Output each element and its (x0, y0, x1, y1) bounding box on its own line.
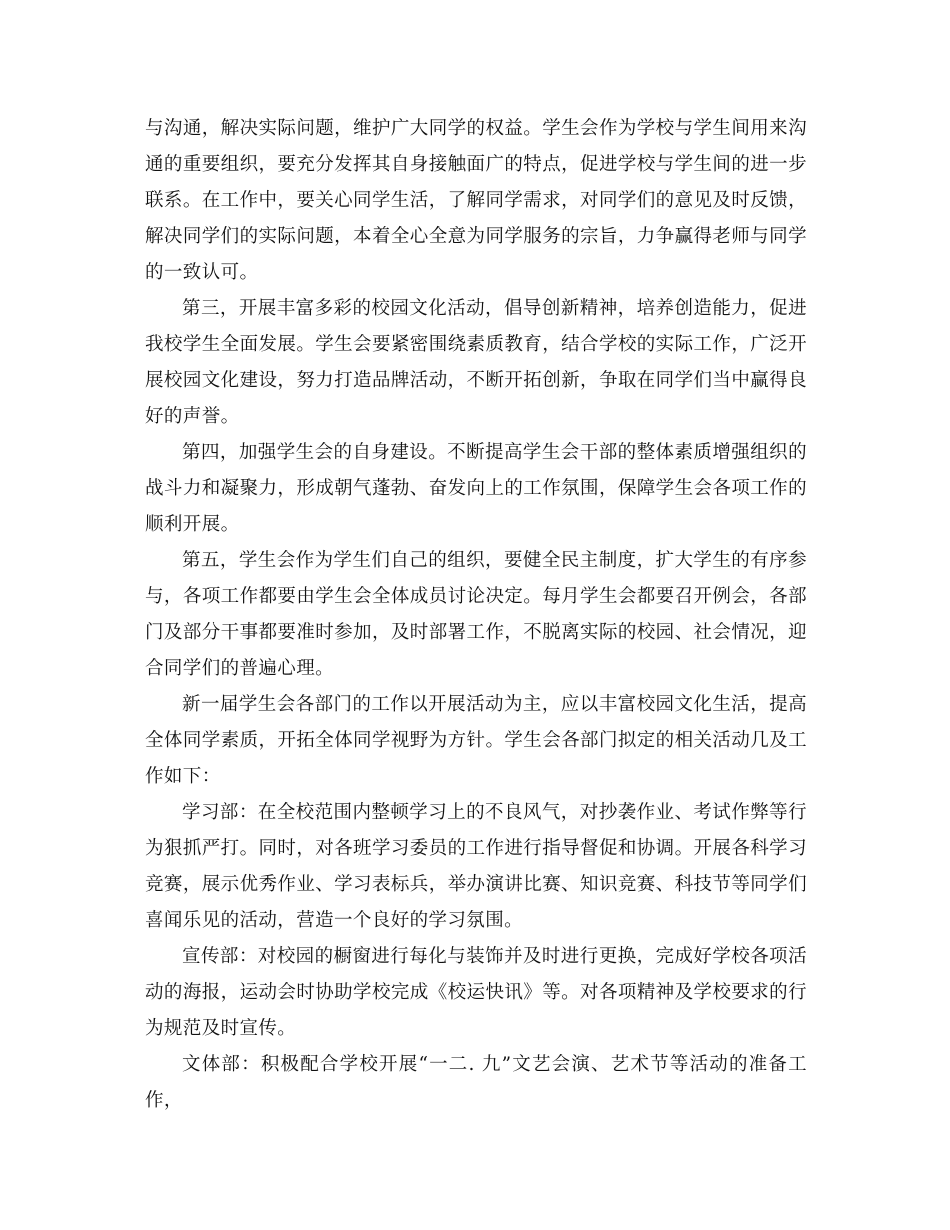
paragraph-fifth-point: 第五，学生会作为学生们自己的组织，要健全民主制度，扩大学生的有序参与，各项工作都要由学生会全体成员讨论决定。每月学生会都要召开例会，各部门及部分干事都要准时参加，及时部署工作，不脱离实际的校园、社会情况，迎合同学们的普遍心理。 (145, 550, 807, 679)
paragraph-fourth-point: 第四，加强学生会的自身建设。不断提高学生会干部的整体素质增强组织的战斗力和凝聚力，形成朝气蓬勃、奋发向上的工作氛围，保障学生会各项工作的顺利开展。 (145, 442, 807, 535)
paragraph-publicity-department: 宣传部：对校园的橱窗进行每化与装饰并及时进行更换，完成好学校各项活动的海报，运动会时协助学校完成《校运快讯》等。对各项精神及学校要求的行为规范及时宣传。 (145, 946, 807, 1039)
paragraph-study-department: 学习部：在全校范围内整顿学习上的不良风气，对抄袭作业、考试作弊等行为狠抓严打。同时，对各班学习委员的工作进行指导督促和协调。开展各科学习竞赛，展示优秀作业、学习表标兵，举办演讲比赛、知识竞赛、科技节等同学们喜闻乐见的活动，营造一个良好的学习氛围。 (145, 802, 807, 931)
paragraph-arts-sports-department: 文体部：积极配合学校开展“一二. 九”文艺会演、艺术节等活动的准备工作， (145, 1054, 807, 1111)
paragraph-departments-intro: 新一届学生会各部门的工作以开展活动为主，应以丰富校园文化生活，提高全体同学素质，开拓全体同学视野为方针。学生会各部门拟定的相关活动几及工作如下： (145, 694, 807, 787)
paragraph-continuation: 与沟通，解决实际问题，维护广大同学的权益。学生会作为学校与学生间用来沟通的重要组织，要充分发挥其自身接触面广的特点，促进学校与学生间的进一步联系。在工作中，要关心同学生活，了解同学需求，对同学们的意见及时反馈，解决同学们的实际问题，本着全心全意为同学服务的宗旨，力争赢得老师与同学的一致认可。 (145, 118, 807, 283)
paragraph-third-point: 第三，开展丰富多彩的校园文化活动，倡导创新精神，培养创造能力，促进我校学生全面发展。学生会要紧密围绕素质教育，结合学校的实际工作，广泛开展校园文化建设，努力打造品牌活动，不断开拓创新，争取在同学们当中赢得良好的声誉。 (145, 298, 807, 427)
document-page (145, 111, 807, 1119)
